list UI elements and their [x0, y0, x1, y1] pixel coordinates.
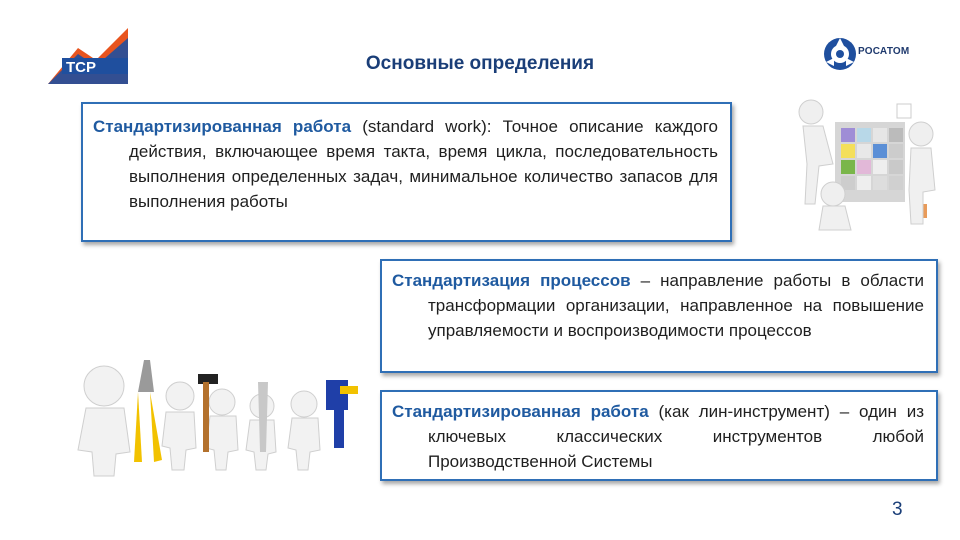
definition-text: – направление работы в области трансформации организации, направленное на повышение управляемости и воспроизводимости процессов	[428, 271, 924, 340]
people-cubes-illustration	[793, 94, 943, 234]
definition-box-process-standardization	[380, 259, 938, 373]
slide-title: Основные определения	[365, 53, 595, 74]
definition-term: Стандартизированная работа	[93, 117, 352, 136]
definition-paragraph	[93, 114, 718, 214]
definition-term: Стандартизация процессов	[392, 271, 631, 290]
page-number: 3	[892, 499, 903, 520]
definition-text: (как лин-инструмент) – один из ключевых классических инструментов любой Производственной Системы	[428, 402, 925, 471]
definition-paragraph	[392, 399, 924, 474]
definition-term: Стандартизированная работа	[392, 402, 649, 421]
definition-paragraph	[392, 268, 924, 343]
svg-text:ТСР: ТСР	[66, 59, 96, 76]
definition-text: (standard work): Точное описание каждого действия, включающее время такта, время цикла, последовательность выполнения определенных задач, минимальное количество запасов для выполнения работы	[129, 117, 719, 211]
people-tools-illustration	[72, 352, 362, 477]
definition-box-standard-work	[81, 102, 732, 242]
rosatom-wordmark: РОСАТОМ	[858, 46, 910, 57]
definition-box-lean-tool	[380, 390, 938, 481]
